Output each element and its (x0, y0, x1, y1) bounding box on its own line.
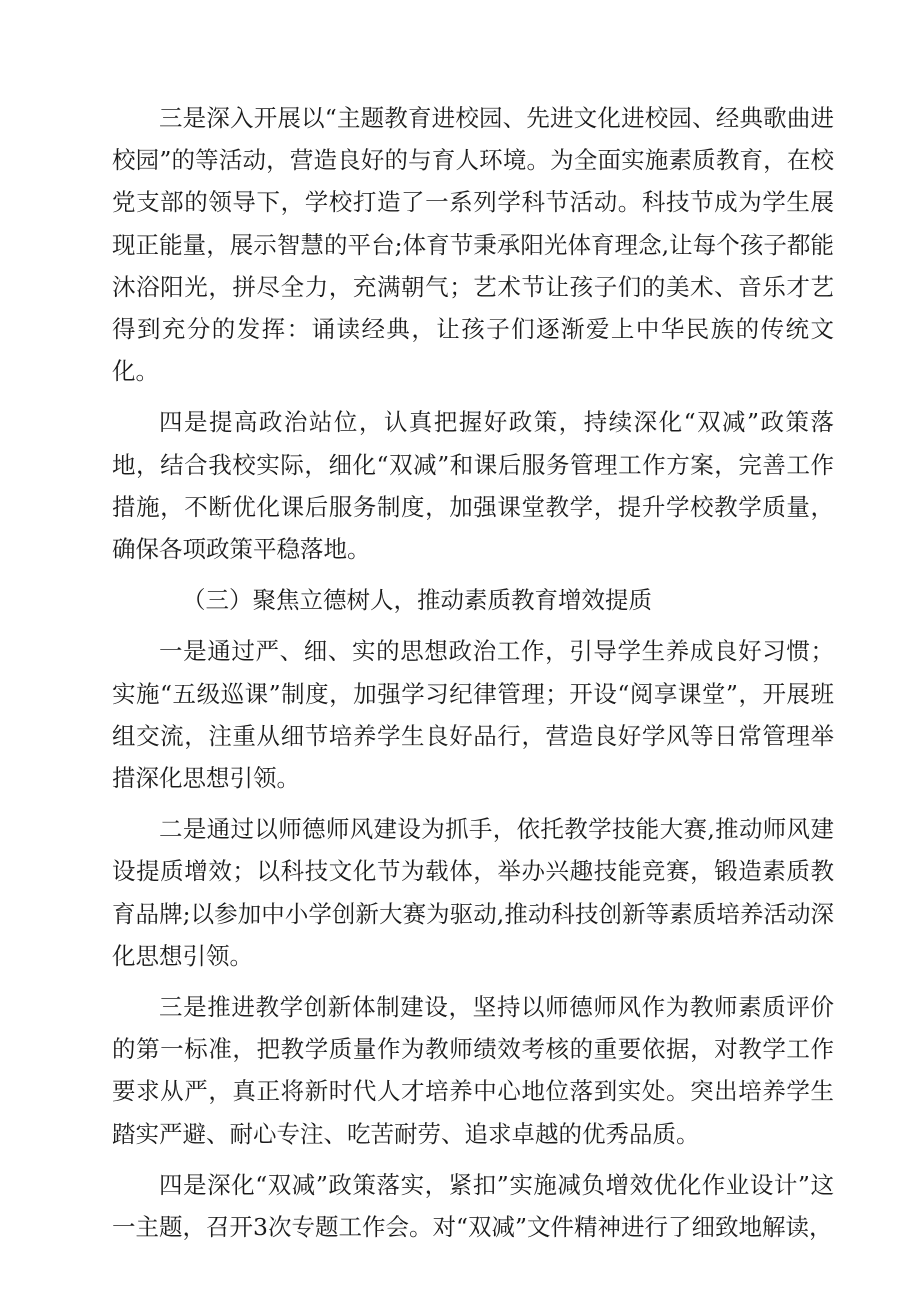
paragraph-double-reduction: 四是深化“双减”政策落实，紧扣”实施减负增效优化作业设计”这一主题，召开3次专题工作会。对“双减”文件精神进行了细致地解读， (112, 1170, 834, 1242)
paragraph-policy: 四是提高政治站位，认真把握好政策，持续深化“双减”政策落地，结合我校实际，细化“双减”和课后服务管理工作方案，完善工作措施，不断优化课后服务制度，加强课堂教学，提升学校教学质量，确保各项政策平稳落地。 (112, 408, 834, 564)
paragraph-innovation: 三是推进教学创新体制建设，坚持以师德师风作为教师素质评价的第一标准，把教学质量作为教师绩效考核的重要依据，对教学工作要求从严，真正将新时代人才培养中心地位落到实处。突出培养学生踏实严避、耐心专注、吃苦耐劳、追求卓越的优秀品质。 (112, 993, 834, 1148)
paragraph-ideology: 一是通过严、细、实的思想政治工作，引导学生养成良好习惯；实施“五级巡课”制度，加强学习纪律管理；开设“阅享课堂”，开展班组交流，注重从细节培养学生良好品行，营造良好学风等日常管理举措深化思想引领。 (112, 637, 834, 793)
document-body (112, 97, 834, 1257)
section-heading: （三）聚焦立德树人，推动素质教育增效提质 (182, 586, 652, 615)
paragraph-teacher-ethics: 二是通过以师德师风建设为抓手，依托教学技能大赛,推动师风建设提质增效；以科技文化节为载体，举办兴趣技能竞赛，锻造素质教育品牌;以参加中小学创新大赛为驱动,推动科技创新等素质培养活动深化思想引领。 (112, 815, 834, 970)
paragraph-activities: 三是深入开展以“主题教育进校园、先进文化进校园、经典歌曲进校园”的等活动，营造良好的与育人环境。为全面实施素质教育，在校党支部的领导下，学校打造了一系列学科节活动。科技节成为学生展现正能量，展示智慧的平台;体育节秉承阳光体育理念,让每个孩子都能沐浴阳光，拼尽全力，充满朝气；艺术节让孩子们的美术、音乐才艺得到充分的发挥：诵读经典，让孩子们逐渐爱上中华民族的传统文化。 (112, 104, 834, 386)
